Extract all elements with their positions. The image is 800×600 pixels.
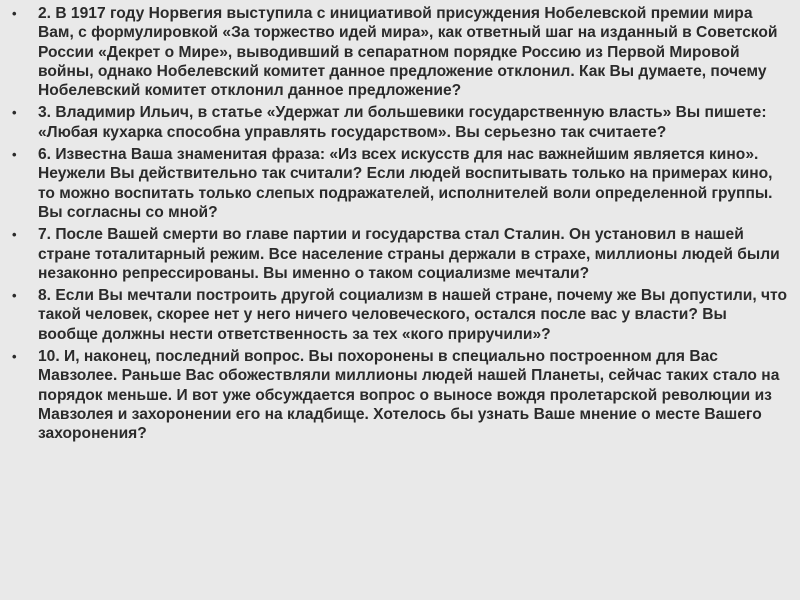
question-text: 8. Если Вы мечтали построить другой социализм в нашей стране, почему же Вы допустили, что такой человек, скорее нет у него ничего человеческого, остался после вас у власти? Вы вообще должны нести ответственность за тех «кого приручили»? bbox=[38, 287, 788, 343]
list-item bbox=[10, 225, 790, 283]
list-item bbox=[10, 286, 790, 344]
question-list bbox=[10, 4, 790, 444]
bullet-icon: • bbox=[12, 6, 17, 21]
bullet-icon: • bbox=[12, 227, 17, 243]
question-text: 3. Владимир Ильич, в статье «Удержат ли большевики государственную власть» Вы пишете: «Любая кухарка способна управлять государством». Вы серьезно так считаете? bbox=[38, 104, 767, 141]
bullet-icon: • bbox=[12, 105, 17, 121]
question-text: 6. Известна Ваша знаменитая фраза: «Из всех искусств для нас важнейшим является кино». Неужели Вы действительно так считали? Если людей воспитывать только на примерах кино, то можно воспитать только слепых подражателей, исполнителей воли определенной группы. Вы согласны со мной? bbox=[38, 146, 773, 221]
list-item bbox=[10, 103, 790, 142]
bullet-icon: • bbox=[12, 349, 17, 365]
list-item bbox=[10, 145, 790, 222]
list-item bbox=[10, 347, 790, 443]
question-text: 2. В 1917 году Норвегия выступила с инициативой присуждения Нобелевской премии мира Вам, с формулировкой «За торжество идей мира», как ответный шаг на изданный в Советской России «Декрет о Мире», выводивший в сепаратном порядке Россию из Первой Мировой войны, однако Нобелевский комитет данное предложение отклонил. Как Вы думаете, почему Нобелевский комитет отклонил данное предложение? bbox=[38, 5, 778, 100]
question-text: 10. И, наконец, последний вопрос. Вы похоронены в специально построенном для Вас Мавзолее. Раньше Вас обожествляли миллионы людей нашей Планеты, сейчас таких стало на порядок меньше. И вот уже обсуждается вопрос о выносе вождя пролетарской революции из Мавзолея и захоронении его на кладбище. Хотелось бы узнать Ваше мнение о месте Вашего захоронения? bbox=[38, 348, 780, 443]
question-text: 7. После Вашей смерти во главе партии и государства стал Сталин. Он установил в нашей стране тоталитарный режим. Все население страны держали в страхе, миллионы людей были незаконно репрессированы. Вы именно о таком социализме мечтали? bbox=[38, 226, 780, 282]
bullet-icon: • bbox=[12, 288, 17, 304]
bullet-icon: • bbox=[12, 147, 17, 163]
list-item bbox=[10, 4, 790, 100]
